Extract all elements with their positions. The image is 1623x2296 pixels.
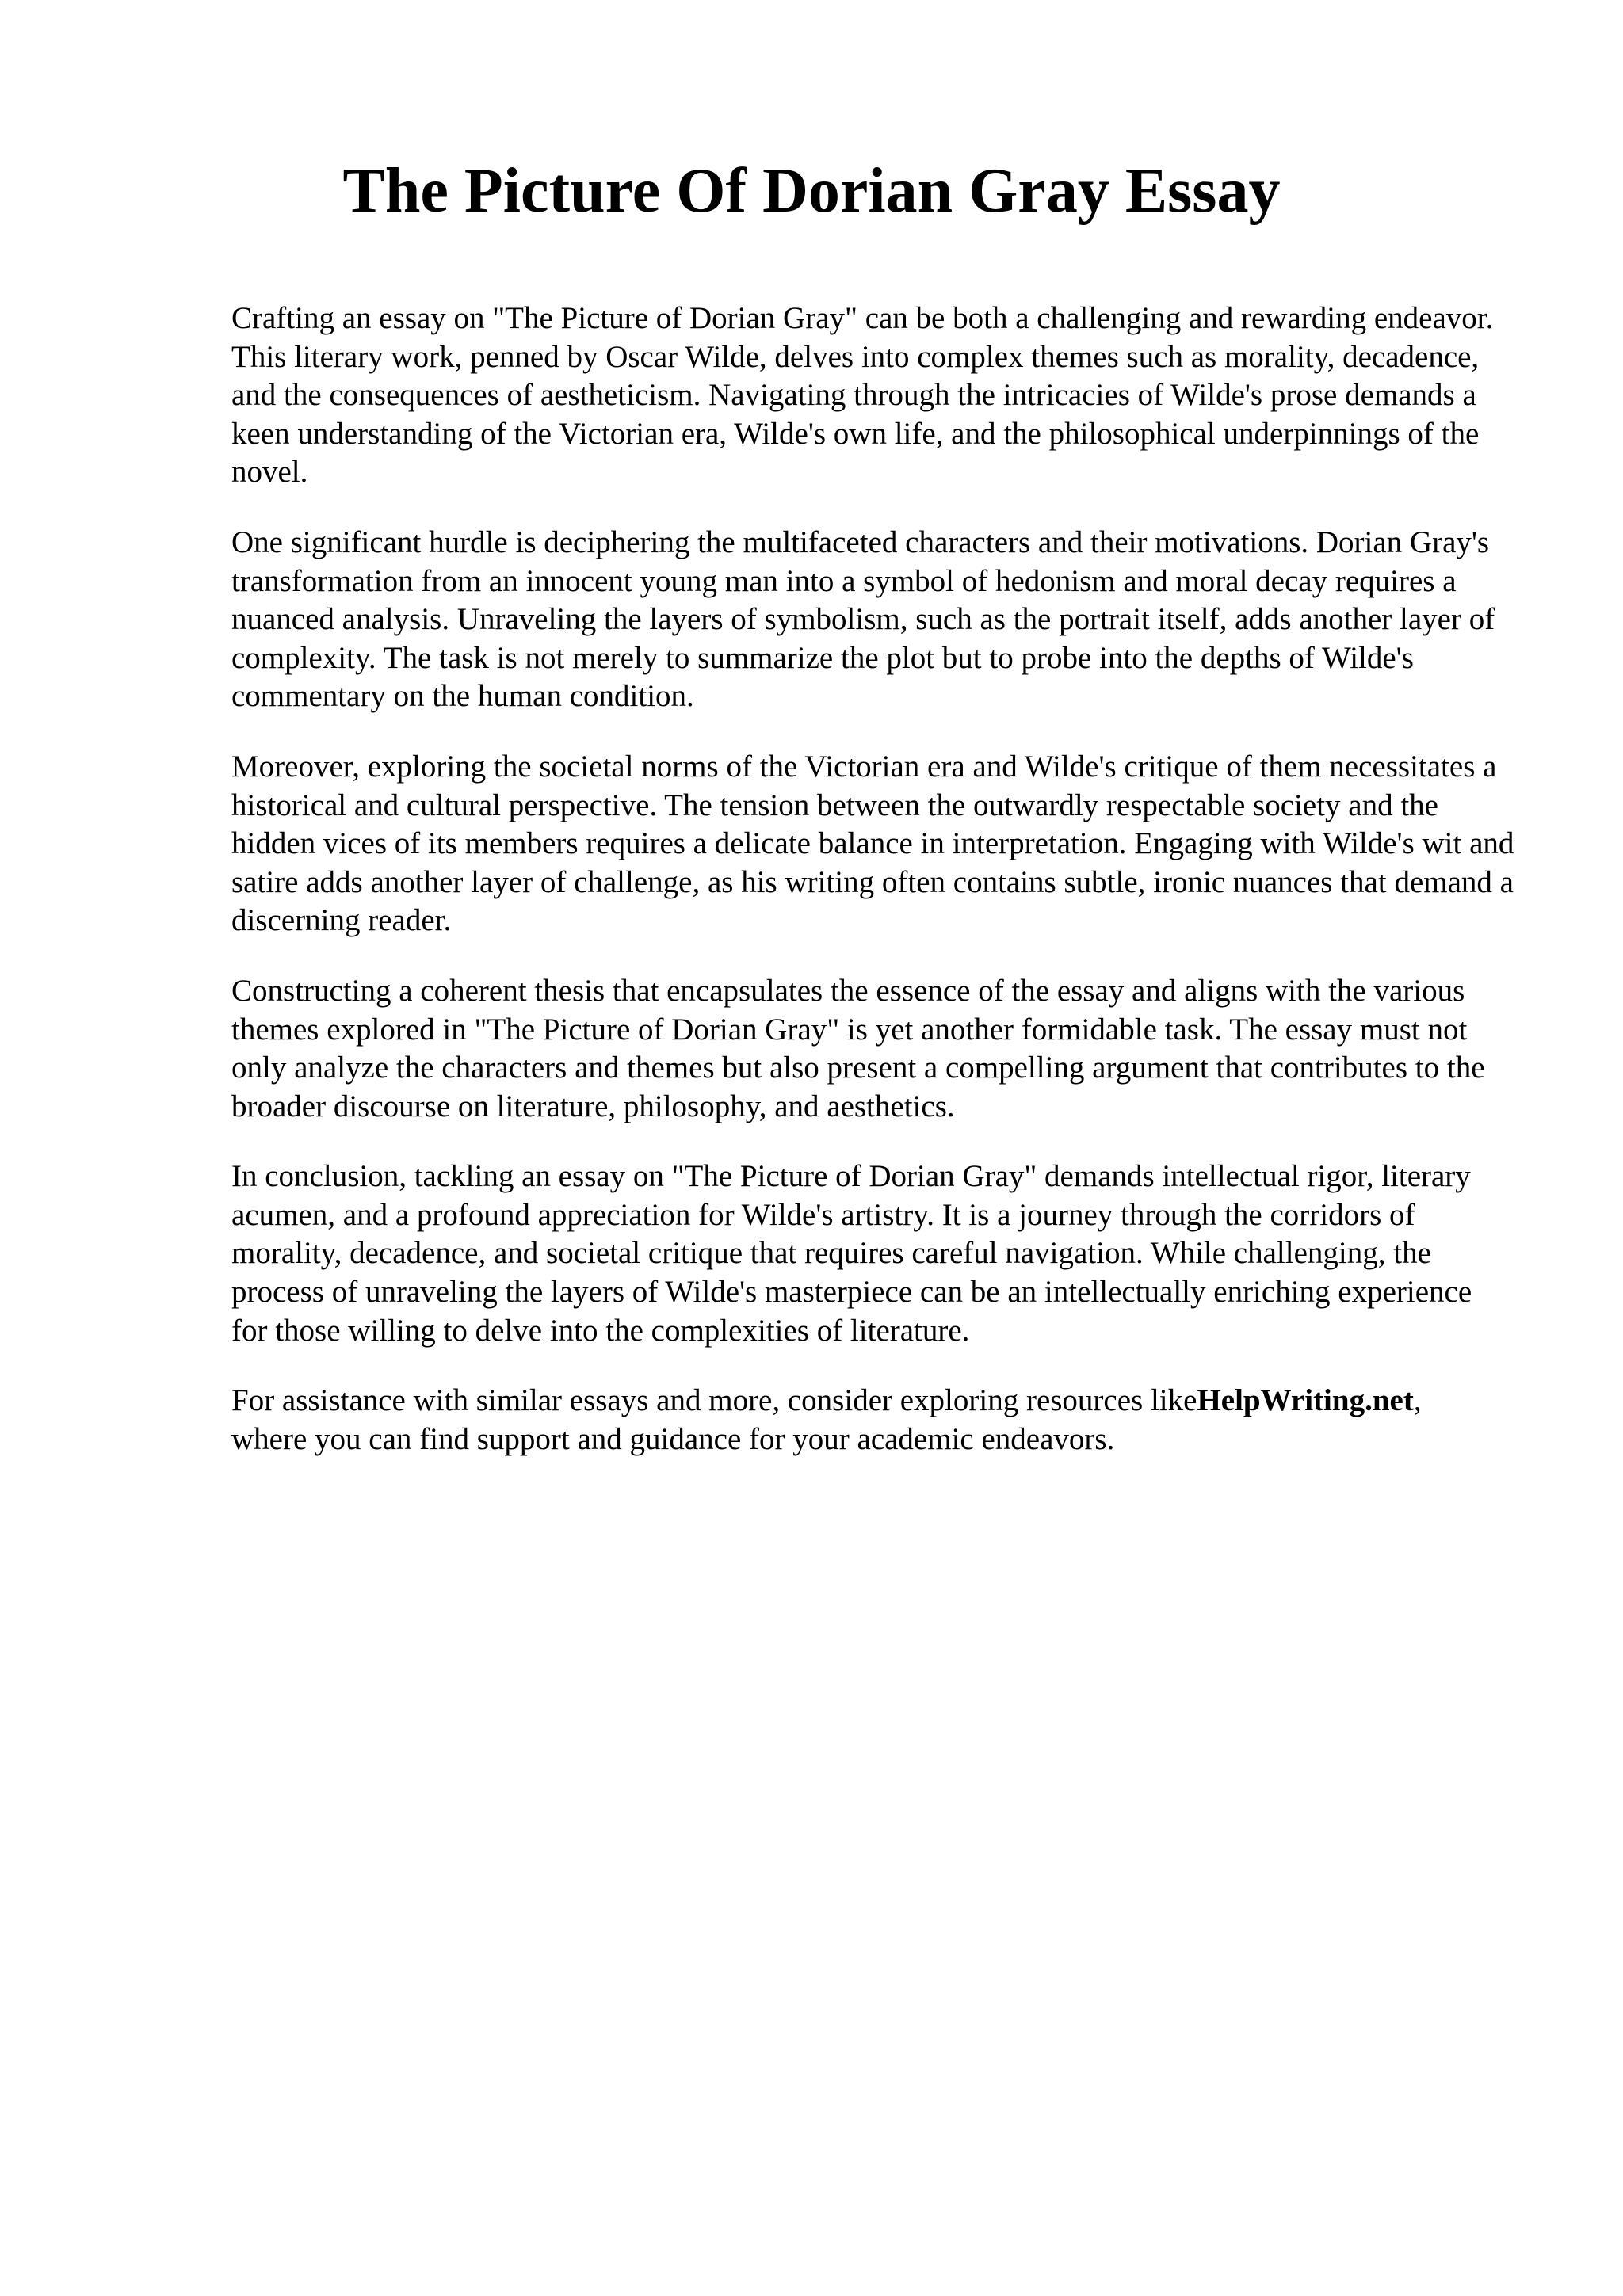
document-title: The Picture Of Dorian Gray Essay: [342, 156, 1281, 226]
closing-comma: ,: [1413, 1383, 1422, 1418]
paragraph-2: One significant hurdle is deciphering the multifaceted characters and their motivations. Dorian Gray's transformation from an innocent young man into a symbol of hedonism and moral decay requires a nuanced analysis. Unraveling the layers of symbolism, such as the portrait itself, adds another layer of complexity. The task is not merely to summarize the plot but to probe into the depths of Wilde's commentary on the human condition.: [231, 524, 1495, 714]
closing-second-line: where you can find support and guidance for your academic endeavors.: [231, 1421, 1115, 1456]
paragraph-3: Moreover, exploring the societal norms of the Victorian era and Wilde's critique of them necessitates a historical and cultural perspective. The tension between the outwardly respectable society and the hidden vices of its members requires a delicate balance in interpretation. Engaging with Wilde's wit and satire adds another layer of challenge, as his writing often contains subtle, ironic nuances that demand a discerning reader.: [231, 749, 1514, 938]
closing-paragraph: [231, 1382, 1515, 1459]
paragraph-5: In conclusion, tackling an essay on "The Picture of Dorian Gray" demands intellectual rigor, literary acumen, and a profound appreciation for Wilde's artistry. It is a journey through the corridors of morality, decadence, and societal critique that requires careful navigation. While challenging, the process of unraveling the layers of Wilde's masterpiece can be an intellectually enriching experience for those willing to delve into the complexities of literature.: [231, 1159, 1472, 1348]
paragraph-4: Constructing a coherent thesis that encapsulates the essence of the essay and aligns with the various themes explored in "The Picture of Dorian Gray" is yet another formidable task. The essay must not only analyze the characters and themes but also present a compelling argument that contributes to the broader discourse on literature, philosophy, and aesthetics.: [231, 973, 1485, 1123]
closing-text: For assistance with similar essays and more, consider exploring resources like: [231, 1383, 1197, 1418]
helpwriting-link[interactable]: HelpWriting.net: [1197, 1383, 1414, 1418]
essay-body: [231, 299, 1515, 1490]
paragraph-1: Crafting an essay on "The Picture of Dorian Gray" can be both a challenging and rewarding endeavor. This literary work, penned by Oscar Wilde, delves into complex themes such as morality, decadence, and the consequences of aestheticism. Navigating through the intricacies of Wilde's prose demands a keen understanding of the Victorian era, Wilde's own life, and the philosophical underpinnings of the novel.: [231, 301, 1494, 490]
